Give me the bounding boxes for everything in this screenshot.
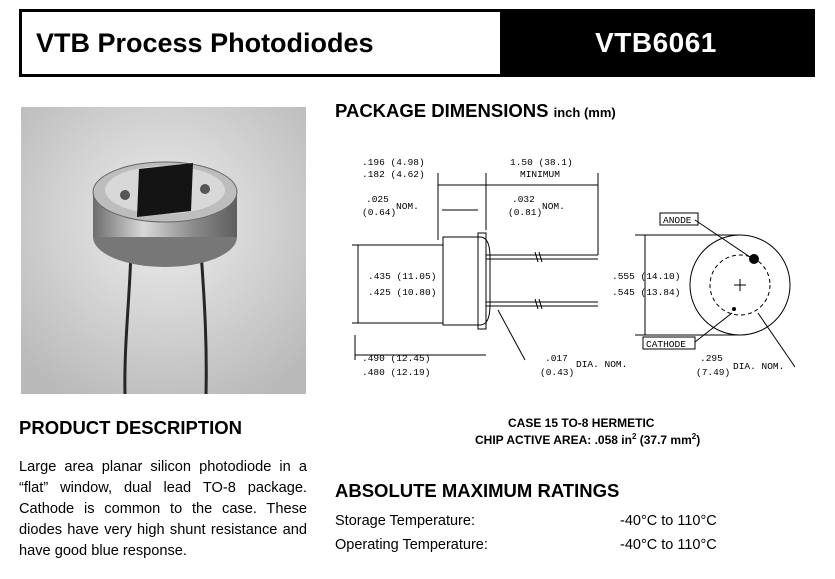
rating-storage-label: Storage Temperature: bbox=[335, 513, 475, 529]
page-title: VTB Process Photodiodes bbox=[36, 27, 374, 58]
chip-area-value: .058 in bbox=[594, 433, 632, 447]
part-number: VTB6061 bbox=[500, 12, 812, 74]
package-drawing bbox=[340, 145, 815, 385]
dim-rim-top: .025 bbox=[366, 194, 389, 205]
product-photo bbox=[21, 107, 306, 394]
dim-case-dia-bottom: .545 (13.84) bbox=[612, 287, 681, 298]
dim-rim-nom: NOM. bbox=[396, 201, 419, 212]
dim-flange-top: .196 (4.98) bbox=[362, 157, 425, 168]
ratings-title: ABSOLUTE MAXIMUM RATINGS bbox=[335, 480, 620, 501]
dim-rim-bottom: (0.64) bbox=[362, 207, 397, 218]
dim-lead-dia-note: DIA. NOM. bbox=[576, 359, 628, 370]
dim-lead-dia-bottom: (0.43) bbox=[540, 367, 575, 378]
header-banner bbox=[19, 9, 815, 77]
chip-area-label: CHIP ACTIVE AREA: bbox=[475, 433, 592, 447]
rating-storage-value: -40°C to 110°C bbox=[620, 513, 717, 529]
chip-area-sup2: 2 bbox=[691, 432, 697, 441]
dim-lead-length: 1.50 (38.1) bbox=[510, 157, 573, 168]
chip-area-sup1: 2 bbox=[631, 432, 637, 441]
dim-pin-circle-top: .295 bbox=[700, 353, 723, 364]
label-cathode: CATHODE bbox=[646, 339, 686, 350]
rating-operating-value: -40°C to 110°C bbox=[620, 537, 717, 553]
dim-flange-bottom: .182 (4.62) bbox=[362, 169, 425, 180]
dim-pin-circle-bottom: (7.49) bbox=[696, 367, 731, 378]
label-anode: ANODE bbox=[663, 215, 692, 226]
dim-gap-nom: NOM. bbox=[542, 201, 565, 212]
package-dimensions-heading: PACKAGE DIMENSIONS bbox=[335, 100, 549, 121]
dim-body-bottom: .425 (10.80) bbox=[368, 287, 437, 298]
dim-lead-dia-top: .017 bbox=[545, 353, 568, 364]
dim-pin-circle-note: DIA. NOM. bbox=[733, 361, 785, 372]
dim-lead-length-note: MINIMUM bbox=[520, 169, 560, 180]
dim-body-top: .435 (11.05) bbox=[368, 271, 437, 282]
chip-area-close: ) bbox=[696, 433, 701, 447]
dim-flange-dia-bottom: .480 (12.19) bbox=[362, 367, 431, 378]
dim-case-dia-top: .555 (14.10) bbox=[612, 271, 681, 282]
product-description-text: Large area planar silicon photodiode in a “flat” window, dual lead TO-8 package. Cathode is common to the case. These diodes have very high shunt resistance and have good blue response. bbox=[19, 459, 307, 559]
dim-gap-bottom: (0.81) bbox=[508, 207, 543, 218]
rating-operating-label: Operating Temperature: bbox=[335, 537, 488, 553]
product-description-title: PRODUCT DESCRIPTION bbox=[19, 417, 243, 438]
unit-note: inch (mm) bbox=[553, 105, 616, 120]
chip-area-mm: (37.7 mm bbox=[639, 433, 692, 447]
package-dimensions-title bbox=[335, 100, 616, 122]
case-caption: CASE 15 TO-8 HERMETIC bbox=[508, 416, 655, 430]
dim-flange-dia-top: .490 (12.45) bbox=[362, 353, 431, 364]
dim-gap-top: .032 bbox=[512, 194, 535, 205]
chip-area-caption bbox=[475, 432, 725, 447]
